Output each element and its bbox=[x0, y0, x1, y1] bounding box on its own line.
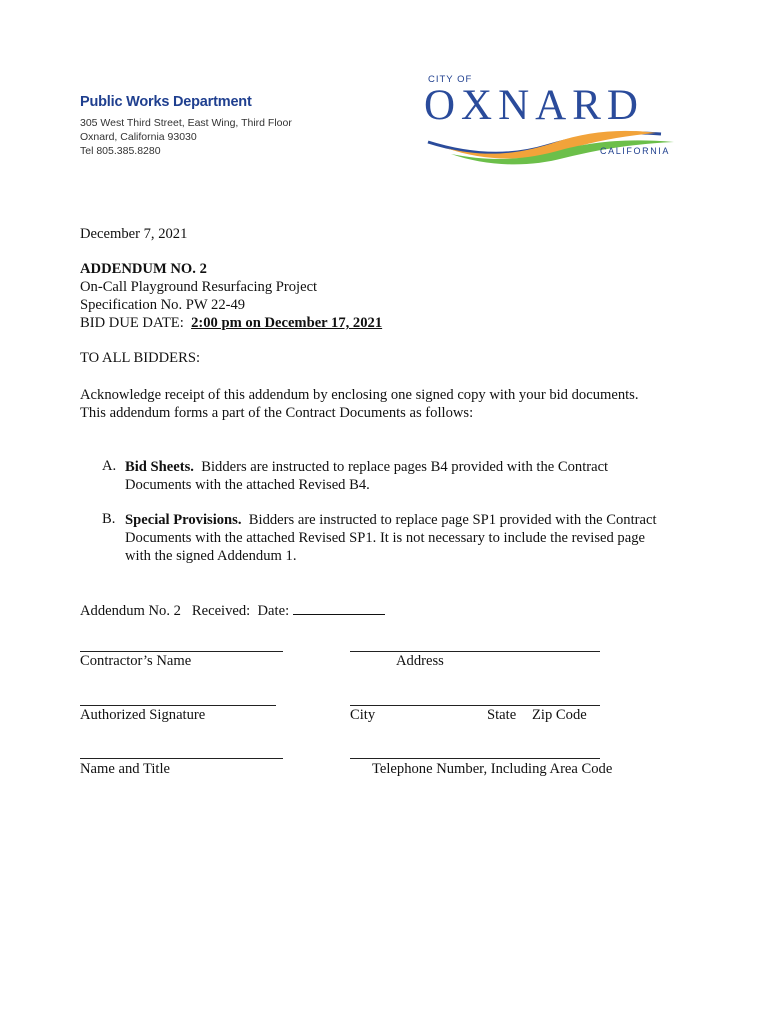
item-letter: A. bbox=[102, 458, 117, 474]
item-heading: Bid Sheets. bbox=[125, 459, 194, 475]
received-label: Addendum No. 2 Received: Date: bbox=[80, 603, 290, 619]
city-label: City bbox=[350, 707, 376, 723]
logo-city-of: CITY OF bbox=[428, 74, 473, 85]
item-text bbox=[125, 458, 665, 494]
address-line-2: Oxnard, California 93030 bbox=[80, 131, 197, 143]
acknowledge-line-1: Acknowledge receipt of this addendum by enclosing one signed copy with your bid documents. bbox=[80, 387, 639, 403]
contractor-name-label: Contractor’s Name bbox=[80, 653, 192, 669]
project-name: On-Call Playground Resurfacing Project bbox=[80, 279, 318, 295]
logo-state: CALIFORNIA bbox=[600, 146, 671, 156]
specification-number: Specification No. PW 22-49 bbox=[80, 297, 246, 313]
received-line bbox=[80, 600, 385, 620]
acknowledge-line-2: This addendum forms a part of the Contract Documents as follows: bbox=[80, 405, 474, 421]
name-title-label: Name and Title bbox=[80, 761, 170, 777]
addendum-title: ADDENDUM NO. 2 bbox=[80, 261, 207, 277]
telephone-label: Telephone Number, Including Area Code bbox=[372, 761, 613, 777]
contractor-name-field[interactable] bbox=[80, 651, 283, 652]
bid-due-label: BID DUE DATE: bbox=[80, 315, 184, 331]
city-logo bbox=[424, 72, 682, 172]
zip-label: Zip Code bbox=[532, 707, 587, 723]
bid-due-date bbox=[80, 315, 382, 332]
letterhead bbox=[80, 94, 292, 158]
phone-number: Tel 805.385.8280 bbox=[80, 145, 161, 157]
item-letter: B. bbox=[102, 511, 116, 527]
city-state-zip-field[interactable] bbox=[350, 705, 600, 706]
address-line-1: 305 West Third Street, East Wing, Third Floor bbox=[80, 117, 292, 129]
item-text bbox=[125, 511, 665, 565]
salutation: TO ALL BIDDERS: bbox=[80, 350, 200, 366]
telephone-field[interactable] bbox=[350, 758, 600, 759]
item-heading: Special Provisions. bbox=[125, 512, 242, 528]
received-date-field[interactable] bbox=[293, 600, 385, 615]
item-body: Bidders are instructed to replace pages B4 provided with the Contract Documents with the attached Revised B4. bbox=[125, 459, 609, 493]
letter-date: December 7, 2021 bbox=[80, 226, 188, 242]
bid-due-value: 2:00 pm on December 17, 2021 bbox=[191, 315, 383, 331]
logo-city-name: OXNARD bbox=[424, 82, 644, 129]
authorized-signature-label: Authorized Signature bbox=[80, 707, 206, 723]
name-title-field[interactable] bbox=[80, 758, 283, 759]
address-label: Address bbox=[396, 653, 444, 669]
authorized-signature-field[interactable] bbox=[80, 705, 276, 706]
state-label: State bbox=[487, 707, 517, 723]
item-body: Bidders are instructed to replace page SP1 provided with the Contract Documents with the attached Revised SP1. It is not necessary to include the revised page with the signed Addendum 1. bbox=[125, 512, 657, 564]
address-field[interactable] bbox=[350, 651, 600, 652]
department-name: Public Works Department bbox=[80, 94, 252, 110]
